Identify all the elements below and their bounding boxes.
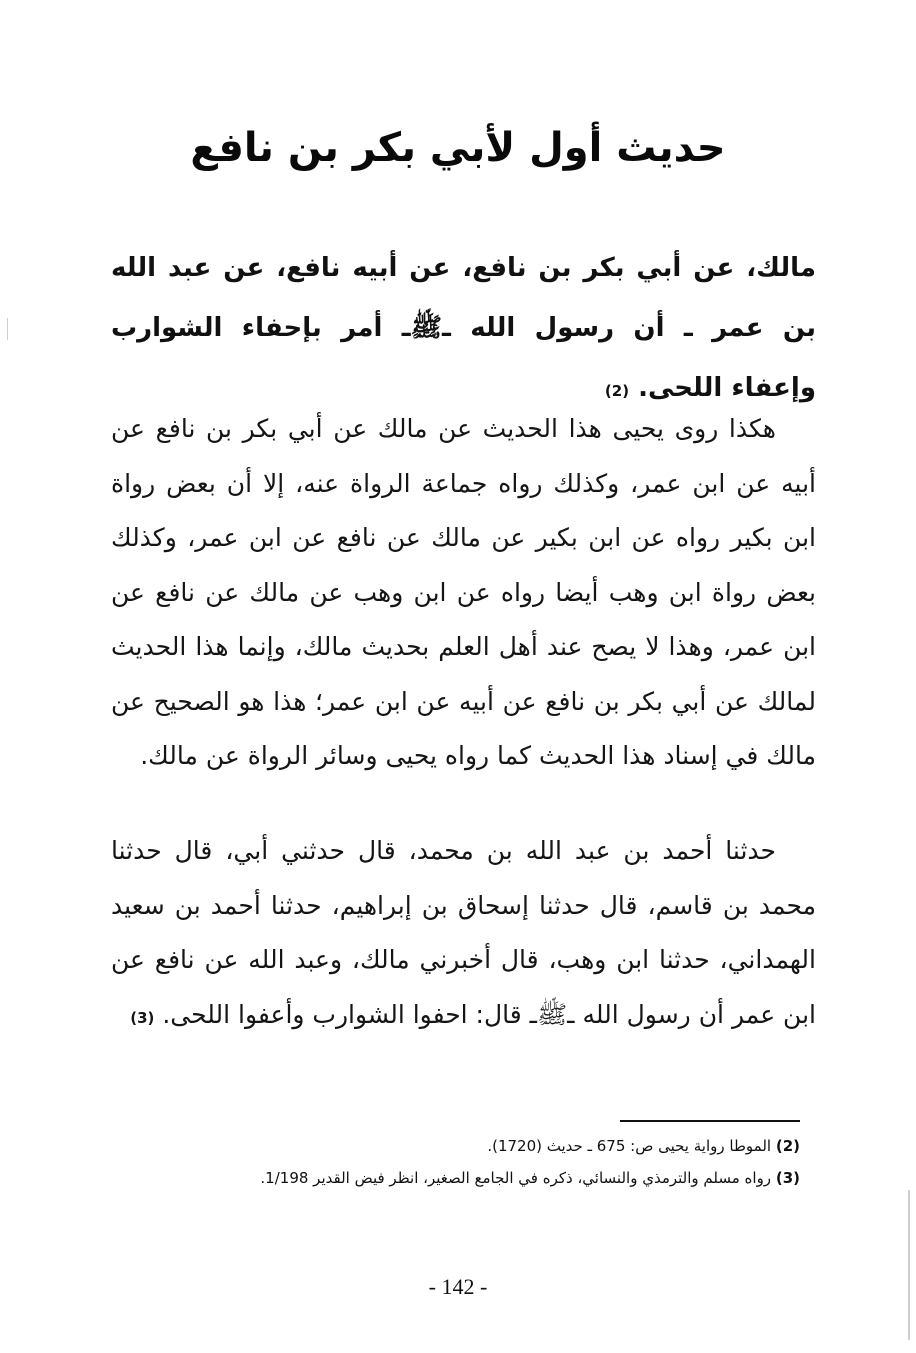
footnote-number: (2)	[775, 1137, 800, 1155]
hadith-body: مالك، عن أبي بكر بن نافع، عن أبيه نافع، عن عبد الله بن عمر ـ أن رسول الله ـﷺـ أمر بإحفاء الشوارب وإعفاء اللحى.	[111, 253, 816, 403]
hadith-text	[111, 238, 816, 421]
footnote-number: (3)	[775, 1169, 800, 1187]
scan-edge-mark	[908, 1190, 910, 1340]
footnote-ref-2: (2)	[604, 382, 630, 400]
scan-edge-mark	[7, 318, 8, 340]
footnote-divider	[620, 1120, 800, 1122]
footnote-item	[100, 1162, 800, 1194]
footnote-text: رواه مسلم والترمذي والنسائي، ذكره في الجامع الصغير، انظر فيض القدير 1/198.	[260, 1169, 772, 1187]
commentary-paragraph-1	[111, 402, 816, 784]
commentary-paragraph-2	[111, 824, 816, 1045]
page-number: - 142 -	[428, 1274, 488, 1299]
chapter-title: حديث أول لأبي بكر بن نافع	[190, 125, 726, 171]
footnote-ref-3: (3)	[130, 1008, 155, 1027]
paragraph-body: هكذا روى يحيى هذا الحديث عن مالك عن أبي بكر بن نافع عن أبيه عن ابن عمر، وكذلك رواه جماعة الرواة عنه، إلا أن بعض رواة ابن بكير رواه عن ابن بكير عن مالك عن نافع عن ابن عمر، وكذلك بعض رواة ابن وهب أيضا رواه عن ابن وهب عن مالك عن نافع عن ابن عمر، وهذا لا يصح عند أهل العلم بحديث مالك، وإنما هذا الحديث لمالك عن أبي بكر بن نافع عن أبيه عن ابن عمر؛ هذا هو الصحيح عن مالك في إسناد هذا الحديث كما رواه يحيى وسائر الرواة عن مالك.	[111, 414, 816, 770]
footnote-text: الموطا رواية يحيى ص: 675 ـ حديث (1720).	[487, 1137, 772, 1155]
footnote-item	[100, 1130, 800, 1162]
footnotes-list	[100, 1130, 800, 1194]
paragraph-body: حدثنا أحمد بن عبد الله بن محمد، قال حدثني أبي، قال حدثنا محمد بن قاسم، قال حدثنا إسحاق بن إبراهيم، حدثنا أحمد بن سعيد الهمداني، حدثنا ابن وهب، قال أخبرني مالك، وعبد الله عن نافع عن ابن عمر أن رسول الله ـﷺـ قال: احفوا الشوارب وأعفوا اللحى.	[111, 836, 816, 1029]
